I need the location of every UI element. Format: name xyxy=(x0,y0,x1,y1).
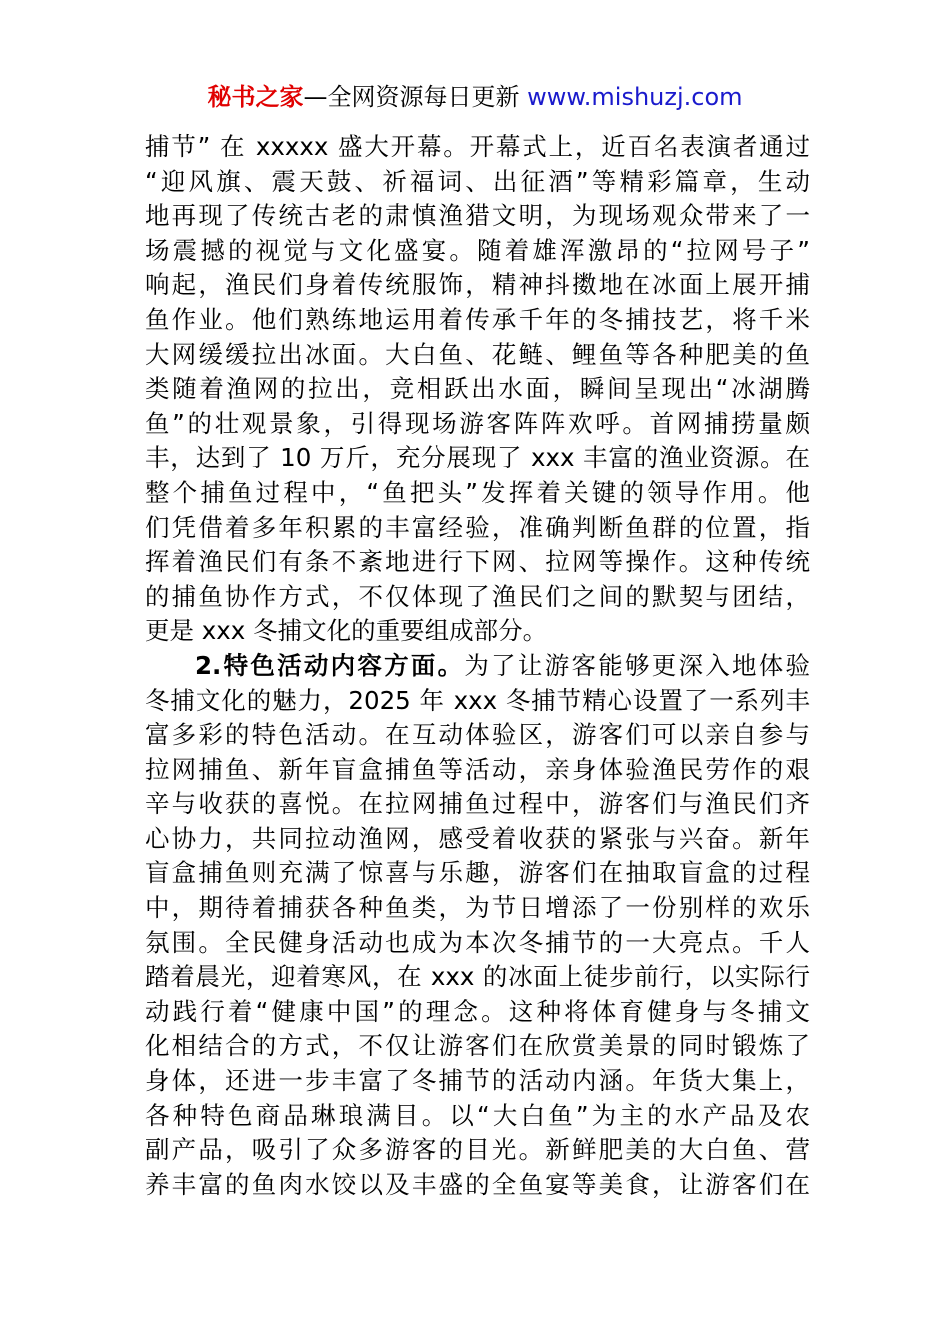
body-line: 冬捕文化的魅力，2025 年 xxx 冬捕节精心设置了一系列丰 xyxy=(145,685,810,715)
body-line: 场震撼的视觉与文化盛宴。随着雄浑激昂的“拉网号子” xyxy=(145,235,810,265)
body-line: “迎风旗、震天鼓、祈福词、出征酒”等精彩篇章，生动 xyxy=(145,166,810,196)
body-line: 氛围。全民健身活动也成为本次冬捕节的一大亮点。千人 xyxy=(145,927,810,957)
body-line: 各种特色商品琳琅满目。以“大白鱼”为主的水产品及农 xyxy=(145,1100,810,1130)
body-line: 响起，渔民们身着传统服饰，精神抖擞地在冰面上展开捕 xyxy=(145,270,810,300)
section-2-first-line xyxy=(145,649,810,684)
site-url-link[interactable]: www.mishuzj.com xyxy=(527,83,743,111)
body-line: 地再现了传统古老的肃慎渔猎文明，为现场观众带来了一 xyxy=(145,201,810,231)
section-2-heading: 2.特色活动内容方面。 xyxy=(195,650,465,680)
brand-name: 秘书之家 xyxy=(207,83,304,111)
body-line: 盲盒捕鱼则充满了惊喜与乐趣，游客们在抽取盲盒的过程 xyxy=(145,858,810,888)
body-line: 更是 xxx 冬捕文化的重要组成部分。 xyxy=(145,616,548,646)
body-line: 丰，达到了 10 万斤，充分展现了 xxx 丰富的渔业资源。在 xyxy=(145,443,810,473)
body-line: 心协力，共同拉动渔网，感受着收获的紧张与兴奋。新年 xyxy=(145,823,810,853)
body-line: 们凭借着多年积累的丰富经验，准确判断鱼群的位置，指 xyxy=(145,512,810,542)
body-line: 鱼”的壮观景象，引得现场游客阵阵欢呼。首网捕捞量颇 xyxy=(145,408,810,438)
body-line: 化相结合的方式，不仅让游客们在欣赏美景的同时锻炼了 xyxy=(145,1031,810,1061)
body-line: 辛与收获的喜悦。在拉网捕鱼过程中，游客们与渔民们齐 xyxy=(145,789,810,819)
body-line: 类随着渔网的拉出，竞相跃出水面，瞬间呈现出“冰湖腾 xyxy=(145,374,810,404)
document-body xyxy=(145,130,810,1202)
body-line: 整个捕鱼过程中，“鱼把头”发挥着关键的领导作用。他 xyxy=(145,477,810,507)
body-line: 富多彩的特色活动。在互动体验区，游客们可以亲自参与 xyxy=(145,720,810,750)
body-line: 的捕鱼协作方式，不仅体现了渔民们之间的默契与团结， xyxy=(145,581,810,611)
section-2-first-line-text: 为了让游客能够更深入地体验 xyxy=(464,650,810,680)
body-line: 挥着渔民们有条不紊地进行下网、拉网等操作。这种传统 xyxy=(145,547,810,577)
body-line: 身体，还进一步丰富了冬捕节的活动内涵。年货大集上， xyxy=(145,1066,810,1096)
header-slogan: —全网资源每日更新 xyxy=(303,83,528,111)
body-line: 副产品，吸引了众多游客的目光。新鲜肥美的大白鱼、营 xyxy=(145,1135,810,1165)
page-header xyxy=(0,80,950,114)
body-line: 大网缓缓拉出冰面。大白鱼、花鲢、鲤鱼等各种肥美的鱼 xyxy=(145,339,810,369)
body-line: 动践行着“健康中国”的理念。这种将体育健身与冬捕文 xyxy=(145,996,810,1026)
body-line: 拉网捕鱼、新年盲盒捕鱼等活动，亲身体验渔民劳作的艰 xyxy=(145,754,810,784)
body-line: 捕节” 在 xxxxx 盛大开幕。开幕式上，近百名表演者通过 xyxy=(145,132,810,161)
body-line: 踏着晨光，迎着寒风，在 xxx 的冰面上徒步前行，以实际行 xyxy=(145,962,810,992)
body-line: 鱼作业。他们熟练地运用着传承千年的冬捕技艺，将千米 xyxy=(145,304,810,334)
body-line: 中，期待着捕获各种鱼类，为节日增添了一份别样的欢乐 xyxy=(145,893,810,923)
body-line: 养丰富的鱼肉水饺以及丰盛的全鱼宴等美食，让游客们在 xyxy=(145,1169,810,1199)
